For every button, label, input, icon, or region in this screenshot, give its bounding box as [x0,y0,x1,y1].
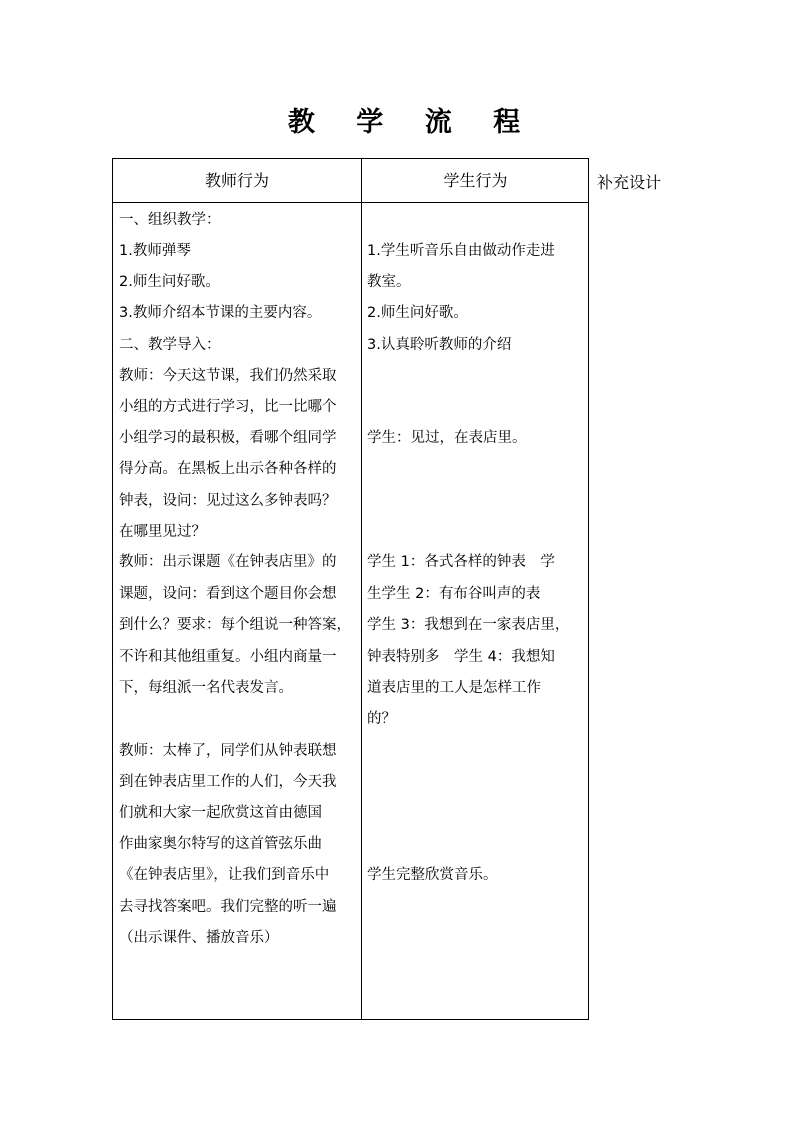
page-title: 教 学 流 程 [287,107,537,138]
student-line: 2.师生问好歌。 [367,305,468,321]
teacher-line: 2.师生问好歌。 [119,274,220,290]
student-line: 教室。 [367,274,411,290]
student-line: 学生 1：各式各样的钟表 学 [367,554,555,570]
teacher-line: （出示课件、播放音乐） [119,930,279,946]
teacher-line: 1.教师弹琴 [119,243,191,259]
student-line: 1.学生听音乐自由做动作走进 [367,243,555,259]
teacher-line: 们就和大家一起欣赏这首由德国 [119,805,322,821]
student-line: 学生 3：我想到在一家表店里， [367,617,570,633]
teacher-line: 到在钟表店里工作的人们，今天我 [119,774,337,790]
student-line: 的？ [367,711,396,727]
teacher-line: 教师：出示课题《在钟表店里》的 [119,554,337,570]
student-line: 道表店里的工人是怎样工作 [367,680,541,696]
teacher-line: 一、组织教学： [119,212,221,228]
teacher-line: 3.教师介绍本节课的主要内容。 [119,305,322,321]
teacher-line: 作曲家奥尔特写的这首管弦乐曲 [119,836,322,852]
student-line: 学生完整欣赏音乐。 [367,867,498,883]
supplementary-design-label: 补充设计 [597,173,662,192]
teacher-line: 小组学习的最积极，看哪个组同学 [119,430,337,446]
teacher-line: 《在钟表店里》，让我们到音乐中 [119,867,330,883]
teacher-line: 小组的方式进行学习，比一比哪个 [119,399,337,415]
teacher-line: 下，每组派一名代表发言。 [119,680,293,696]
teacher-column-header: 教师行为 [204,171,269,190]
student-line: 学生：见过，在表店里。 [367,430,527,446]
teacher-line: 不许和其他组重复。小组内商量一 [119,649,337,665]
column-divider [361,159,362,1019]
student-line: 3.认真聆听教师的介绍 [367,337,512,353]
teacher-line: 到什么？要求：每个组说一种答案， [119,617,351,633]
teacher-line: 在哪里见过？ [119,524,206,540]
teacher-line: 去寻找答案吧。我们完整的听一遍 [119,899,337,915]
teacher-line: 得分高。在黑板上出示各种各样的 [119,461,337,477]
student-column-header: 学生行为 [443,171,508,190]
teacher-line: 二、教学导入： [119,337,221,353]
teacher-line: 钟表，设问：见过这么多钟表吗？ [119,493,337,509]
student-line: 钟表特别多 学生 4：我想知 [367,649,555,665]
teacher-line: 课题，设问：看到这个题目你会想 [119,586,337,602]
student-line: 生学生 2：有布谷叫声的表 [367,586,541,602]
teacher-line: 教师：太棒了，同学们从钟表联想 [119,743,337,759]
header-divider [113,202,588,203]
teacher-line: 教师：今天这节课，我们仍然采取 [119,368,337,384]
